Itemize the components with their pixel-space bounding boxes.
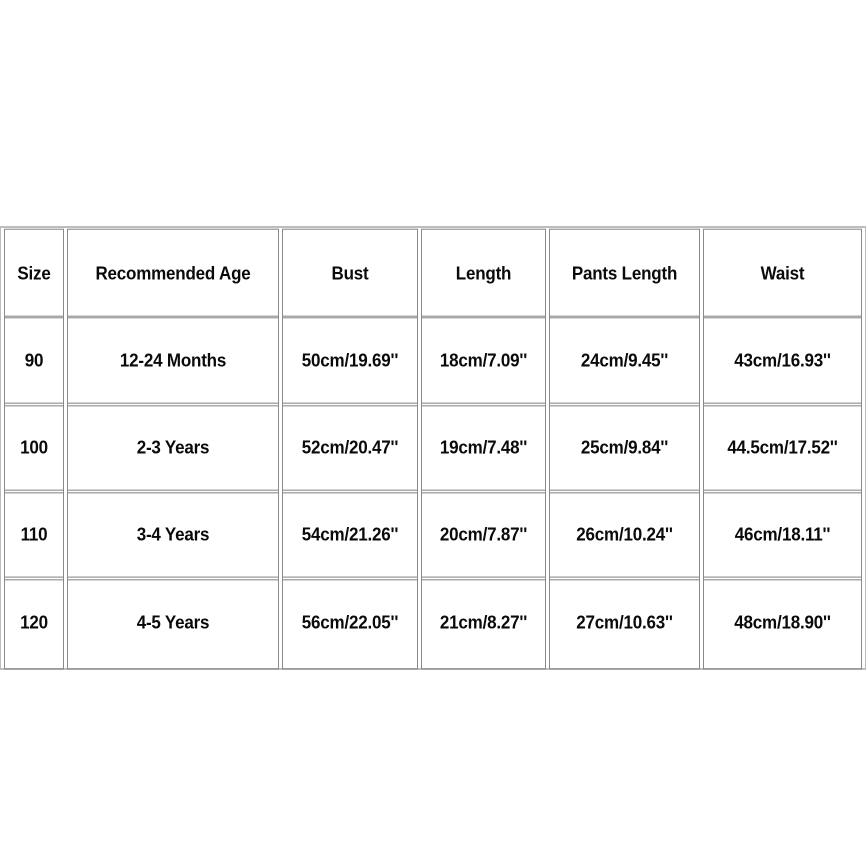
header-size-label: Size <box>17 262 51 284</box>
table-cell-bust <box>282 403 418 494</box>
cell-text: 44.5cm/17.52'' <box>727 437 838 458</box>
table-cell-age <box>67 490 279 581</box>
table-cell-bust <box>282 316 418 407</box>
table-cell-size <box>4 316 64 407</box>
table-cell-bust <box>282 490 418 581</box>
header-pants-length-label: Pants Length <box>571 262 678 284</box>
size-chart-table <box>0 226 866 670</box>
cell-text: 3-4 Years <box>136 524 210 545</box>
table-cell-size <box>4 490 64 581</box>
header-recommended-age-label: Recommended Age <box>95 262 251 284</box>
cell-text: 110 <box>20 524 48 545</box>
cell-text: 20cm/7.87'' <box>439 524 528 545</box>
header-pants-length <box>549 229 700 319</box>
table-cell-length <box>421 316 546 407</box>
header-waist-label: Waist <box>760 262 805 284</box>
cell-text: 12-24 Months <box>119 350 227 371</box>
cell-text: 21cm/8.27'' <box>439 612 528 633</box>
cell-text: 18cm/7.09'' <box>439 350 528 371</box>
table-cell-age <box>67 316 279 407</box>
cell-text: 48cm/18.90'' <box>734 612 831 633</box>
cell-text: 24cm/9.45'' <box>580 350 669 371</box>
cell-text: 43cm/16.93'' <box>734 350 831 371</box>
cell-text: 50cm/19.69'' <box>301 350 399 371</box>
cell-text: 4-5 Years <box>136 612 210 633</box>
table-cell-age <box>67 577 279 670</box>
header-size <box>4 229 64 319</box>
table-cell-waist <box>703 316 862 407</box>
header-length <box>421 229 546 319</box>
table-cell-pants-length <box>549 316 700 407</box>
header-waist <box>703 229 862 319</box>
cell-text: 52cm/20.47'' <box>301 437 399 458</box>
cell-text: 25cm/9.84'' <box>580 437 669 458</box>
cell-text: 90 <box>24 350 44 371</box>
table-cell-pants-length <box>549 577 700 670</box>
table-cell-age <box>67 403 279 494</box>
table-cell-size <box>4 577 64 670</box>
cell-text: 56cm/22.05'' <box>301 612 399 633</box>
cell-text: 100 <box>20 437 48 458</box>
cell-text: 46cm/18.11'' <box>734 524 831 545</box>
table-cell-waist <box>703 403 862 494</box>
table-cell-pants-length <box>549 403 700 494</box>
cell-text: 120 <box>20 612 48 633</box>
header-bust-label: Bust <box>331 262 369 284</box>
table-cell-length <box>421 490 546 581</box>
cell-text: 19cm/7.48'' <box>439 437 528 458</box>
cell-text: 2-3 Years <box>136 437 210 458</box>
table-cell-pants-length <box>549 490 700 581</box>
table-cell-bust <box>282 577 418 670</box>
table-cell-waist <box>703 490 862 581</box>
header-length-label: Length <box>455 262 512 284</box>
table-cell-waist <box>703 577 862 670</box>
table-cell-length <box>421 577 546 670</box>
cell-text: 54cm/21.26'' <box>301 524 399 545</box>
header-recommended-age <box>67 229 279 319</box>
cell-text: 27cm/10.63'' <box>576 612 673 633</box>
table-cell-size <box>4 403 64 494</box>
table-cell-length <box>421 403 546 494</box>
cell-text: 26cm/10.24'' <box>576 524 673 545</box>
header-bust <box>282 229 418 319</box>
